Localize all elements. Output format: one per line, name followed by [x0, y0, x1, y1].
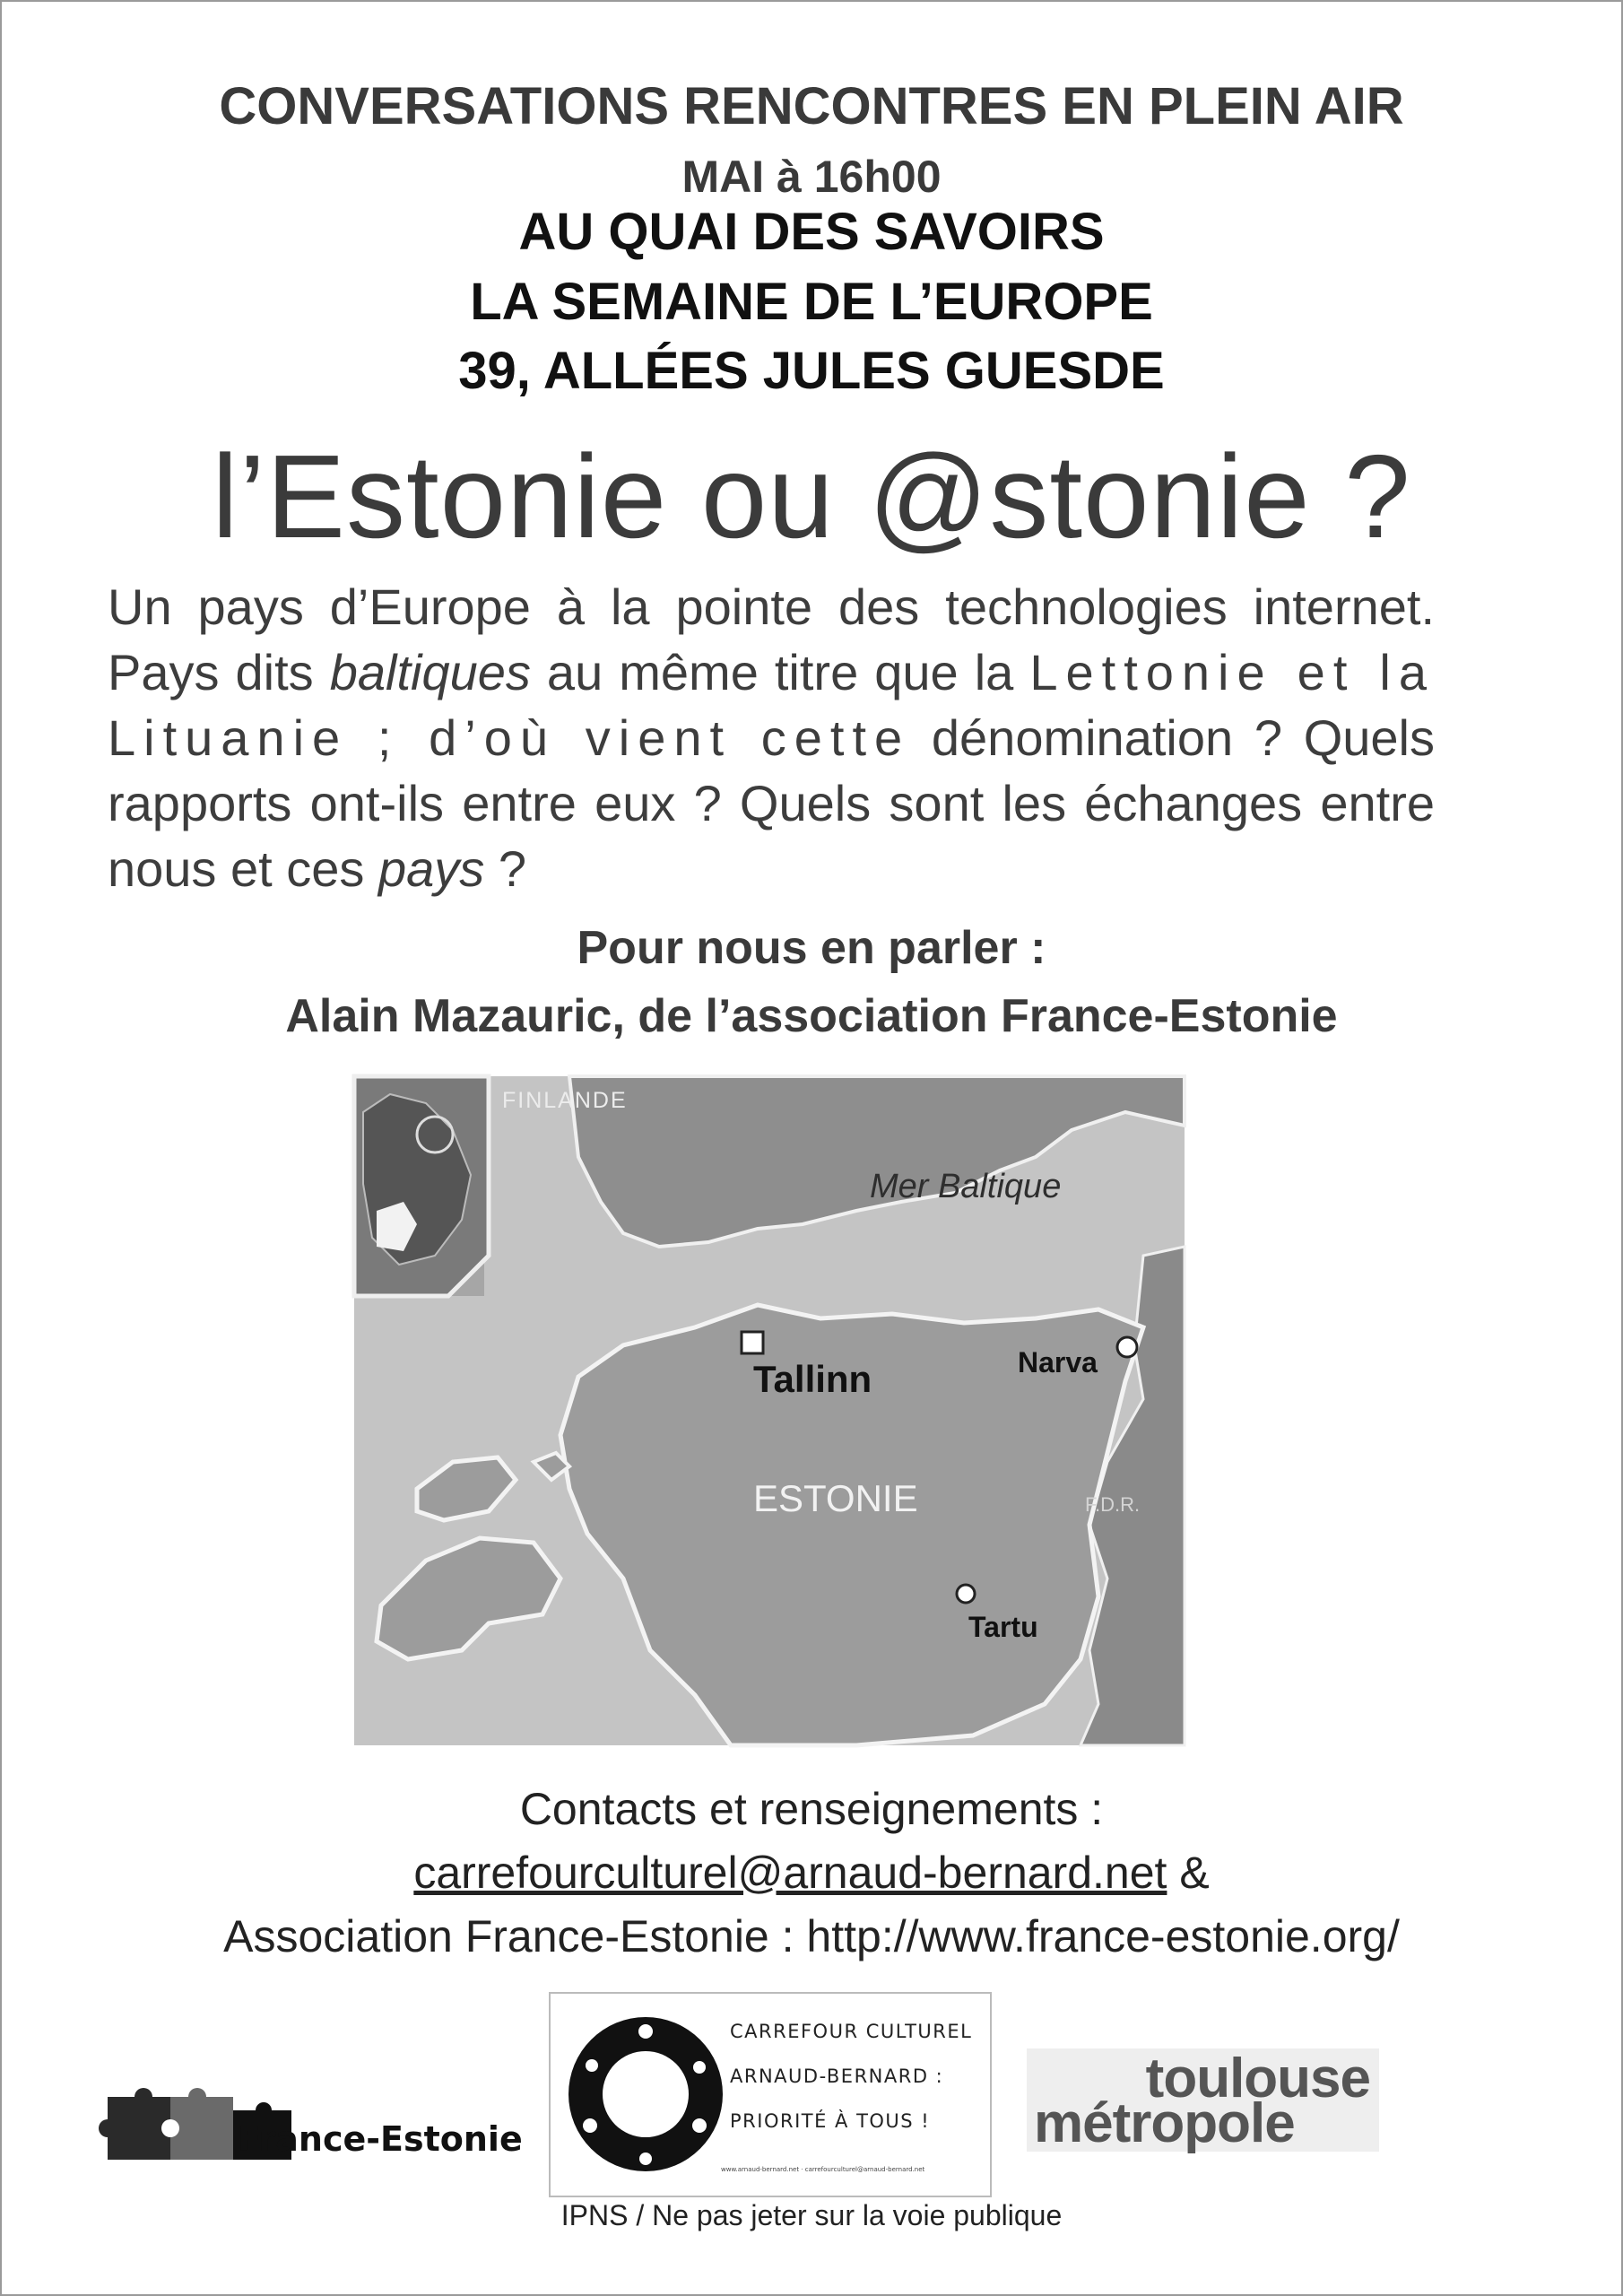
- header-line-3: AU QUAI DES SAVOIRS: [518, 203, 1105, 261]
- carrefour-circle-icon: [565, 2013, 726, 2175]
- speaker-name: Alain Mazauric, de l’association France-Estonie: [285, 990, 1338, 1042]
- email-link[interactable]: carrefourculturel@arnaud-bernard.net: [413, 1848, 1167, 1898]
- ampersand: &: [1167, 1848, 1210, 1898]
- desc-italic-pays: pays: [378, 840, 485, 897]
- france-estonie-text: France-Estonie: [238, 2119, 523, 2159]
- narva-marker: [1117, 1337, 1137, 1357]
- label-tallinn: Tallinn: [753, 1358, 872, 1400]
- contacts-title: Contacts et renseignements :: [519, 1784, 1104, 1834]
- label-mer-baltique: Mer Baltique: [870, 1168, 1062, 1205]
- desc-part-5: ?: [484, 840, 526, 897]
- footer-note: IPNS / Ne pas jeter sur la voie publique: [560, 2199, 1063, 2231]
- assoc-url[interactable]: http://www.france-estonie.org/: [806, 1911, 1400, 1961]
- label-tartu: Tartu: [968, 1611, 1038, 1643]
- desc-part-1: Un pays d’Europe à la pointe des technologies internet. Pays dits: [108, 578, 1435, 700]
- label-fdr: F.D.R.: [1085, 1493, 1141, 1516]
- tartu-marker: [957, 1585, 975, 1603]
- label-estonie: ESTONIE: [753, 1477, 918, 1519]
- france-estonie-logo: [99, 2079, 523, 2167]
- cc-line-1: CARREFOUR CULTUREL: [730, 2021, 973, 2042]
- carrefour-culturel-logo: [549, 1992, 992, 2197]
- cc-small-print: www.arnaud-bernard.net · carrefourculturel@arnaud-bernard.net: [721, 2166, 925, 2173]
- description: [108, 574, 1435, 901]
- headline: l’Estonie ou @stonie ?: [212, 430, 1411, 562]
- tm-line-1: toulouse: [1145, 2048, 1370, 2109]
- contacts-email-line: [0, 1841, 1623, 1905]
- tm-line-2: métropole: [1034, 2092, 1295, 2154]
- header-line-4: LA SEMAINE DE L’EUROPE: [470, 273, 1153, 331]
- speaker-intro: Pour nous en parler :: [577, 922, 1046, 974]
- desc-italic-baltiques: baltiques: [329, 644, 531, 700]
- estonia-map: [354, 1076, 1185, 1745]
- contacts-assoc-line: [0, 1905, 1623, 1969]
- header-line-2: MAI à 16h00: [681, 152, 942, 202]
- tallinn-marker: [742, 1332, 763, 1353]
- desc-part-2: au même titre que la: [530, 644, 1030, 700]
- desc-part-4: dénomination ? Quels rapports ont-ils entre eux ? Quels sont les échanges entre nous et ces: [108, 709, 1436, 897]
- contacts-block: [0, 1778, 1623, 1969]
- puzzle-piece-1-icon: [99, 2088, 170, 2160]
- label-finlande: FINLANDE: [502, 1088, 628, 1113]
- cc-line-2: ARNAUD-BERNARD :: [730, 2066, 944, 2087]
- puzzle-piece-2-icon: [170, 2088, 233, 2160]
- desc-part-3: Lettonie et la Lituanie ; d’où vient cette: [108, 644, 1435, 766]
- cc-line-3: PRIORITÉ À TOUS !: [730, 2110, 931, 2132]
- toulouse-metropole-logo: [1027, 2048, 1379, 2152]
- label-narva: Narva: [1018, 1346, 1098, 1378]
- assoc-label: Association France-Estonie :: [223, 1911, 807, 1961]
- header-line-5: 39, ALLÉES JULES GUESDE: [458, 342, 1165, 400]
- header-line-1: CONVERSATIONS RENCONTRES EN PLEIN AIR: [219, 77, 1404, 135]
